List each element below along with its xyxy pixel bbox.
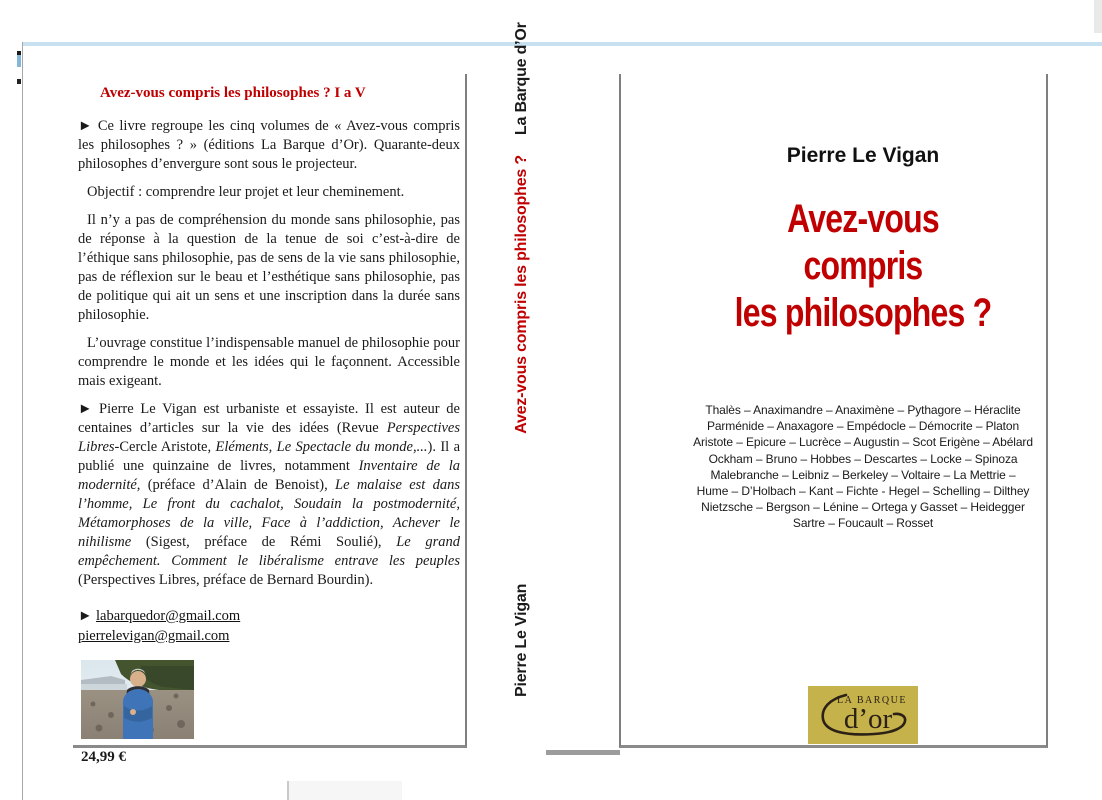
philosophers-line: Sartre – Foucault – Rosset	[792, 516, 934, 531]
bio-italic: Le malaise est dans l’homme, Le front du cachalot, Soudain la postmodernité, Métamorphoses de la ville, Face à l’addiction, Achever le nihilisme	[78, 477, 460, 550]
bio-italic: Le grand empêchement. Comment le libéralisme entrave les peuples	[78, 534, 460, 569]
publisher-email-link[interactable]: labarquedor@gmail.com	[95, 608, 241, 624]
author-photo	[81, 660, 194, 739]
front-title	[679, 196, 1047, 337]
philosophers-line: Hume – D’Holbach – Kant – Fichte - Hegel – Schelling – Dilthey	[696, 484, 1030, 499]
spine-publisher: La Barque d’Or	[513, 22, 530, 136]
philosophers-line: Malebranche – Leibniz – Berkeley – Voltaire – La Mettrie –	[710, 467, 1016, 482]
bio-italic: Inventaire de la modernité,	[78, 458, 460, 493]
top-accent-line	[22, 42, 1102, 46]
book-spine	[467, 22, 619, 748]
vertical-scrollbar-thumb[interactable]	[1094, 0, 1102, 33]
bio-text: (Perspectives Libres, préface de Bernard Bourdin).	[78, 572, 374, 588]
philosophers-line: Parménide – Anaxagore – Empédocle – Démocrite – Platon	[706, 419, 1020, 434]
logo-top-text: LA BARQUE	[837, 695, 907, 706]
back-paragraph-argument: Il n’y a pas de compréhension du monde sans philosophie, pas de réponse à la question de la tenue de soi c’est-à-dire de l’éthique sans philosophie, pas de sens de la vie sans philosophie, pas de réflexion sur le beau et l’esthétique sans philosophie, pas de politique qui ait un sens et une inscription dans la durée sans philosophie.	[78, 212, 460, 323]
bio-text: ► Pierre Le Vigan est urbaniste et essayiste. Il est auteur de centaines d’articles sur la vie des idées (Revue	[78, 401, 460, 436]
margin-dash-icon	[17, 79, 21, 84]
front-title-line: les philosophes ?	[734, 291, 992, 335]
bio-text: (Sigest, préface de Rémi Soulié),	[131, 534, 397, 550]
arrow-bullet-icon: ►	[78, 608, 96, 624]
logo-main-text: d’or	[843, 703, 893, 735]
back-paragraph-manual: L’ouvrage constitue l’indispensable manuel de philosophie pour comprendre le monde et les idées qui le façonnent. Accessible mais exigeant.	[78, 335, 460, 389]
front-author-name: Pierre Le Vigan	[786, 144, 940, 167]
spine-bottom-shadow	[546, 750, 620, 755]
philosophers-line: Thalès – Anaximandre – Anaximène – Pythagore – Héraclite	[705, 403, 1021, 417]
text-cursor-icon	[17, 51, 21, 67]
philosophers-line: Nietzsche – Bergson – Lénine – Ortega y Gasset – Heidegger	[701, 500, 1025, 515]
publisher-logo	[808, 686, 918, 744]
bio-text: ). Il a publié une quinzaine de livres, notamment	[78, 439, 461, 474]
back-paragraph-bio	[78, 400, 460, 590]
spine-title: Avez-vous compris les philosophes ?	[513, 155, 530, 434]
spine-author: Pierre Le Vigan	[513, 583, 530, 697]
next-page-edge	[287, 781, 402, 800]
front-cover-page	[619, 74, 1048, 748]
bio-italic: Eléments, Le Spectacle du monde,...	[215, 439, 428, 455]
back-paragraph-objective: Objectif : comprendre leur projet et leur cheminement.	[87, 184, 405, 200]
back-cover-page	[73, 74, 467, 765]
canvas-left-border	[22, 42, 23, 800]
philosophers-line: Aristote – Epicure – Lucrèce – Augustin – Scot Erigène – Abélard	[693, 435, 1033, 450]
back-paragraph-summary: ► Ce livre regroupe les cinq volumes de « Avez-vous compris les philosophes ? » (éditions La Barque d’Or). Quarante-deux philosophes d’envergure sont sous le projecteur.	[78, 118, 460, 172]
philosophers-line: Ockham – Bruno – Hobbes – Descartes – Locke – Spinoza	[708, 451, 1018, 466]
front-title-line: Avez-vous	[787, 197, 939, 241]
bio-italic: Perspectives Libres	[78, 420, 460, 455]
author-email-link[interactable]: pierrelevigan@gmail.com	[78, 628, 230, 644]
back-cover-heading: Avez-vous compris les philosophes ? I a V	[100, 85, 366, 101]
philosophers-list	[659, 402, 1067, 532]
front-title-line: compris	[803, 244, 923, 288]
bio-text: (préface d’Alain de Benoist),	[140, 477, 336, 493]
price-label: 24,99 €	[81, 749, 126, 765]
bio-text: -Cercle Aristote,	[114, 439, 216, 455]
contact-emails	[78, 606, 460, 646]
